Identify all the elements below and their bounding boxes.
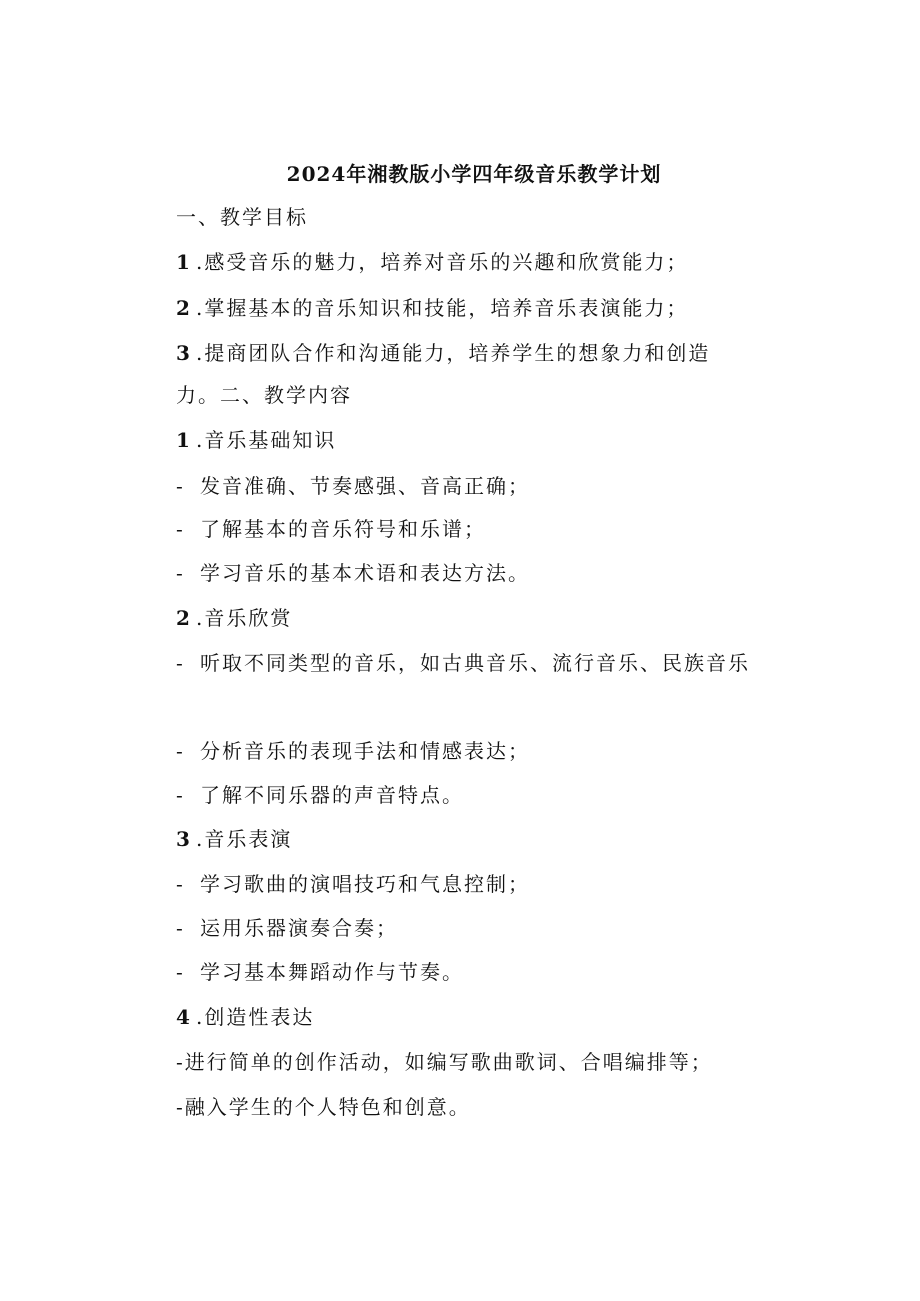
list-item-text: 进行简单的创作活动，如编写歌曲歌词、合唱编排等； [184,1050,713,1074]
content-3-item-3 [176,960,464,984]
bullet-dash: - [176,474,185,498]
content-heading-text: .音乐欣赏 [196,606,293,630]
list-item-text: 学习音乐的基本术语和表达方法。 [200,561,530,585]
content-1-item-2 [176,517,486,541]
content-1-item-3 [176,561,530,585]
content-heading-2 [176,606,292,630]
list-item-text: 分析音乐的表现手法和情感表达； [200,739,530,763]
goal-item-1 [176,250,688,274]
content-2-item-1 [176,651,750,675]
list-item-text: 发音准确、节奏感强、音高正确； [200,474,530,498]
goal-item-2 [176,296,688,320]
list-item-text: 了解基本的音乐符号和乐谱； [200,517,486,541]
content-heading-1 [176,428,336,452]
list-item-text: 运用乐器演奏合奏； [200,916,398,940]
goal-3-continuation: 力。二、教学内容 [176,383,352,407]
content-heading-text: .音乐基础知识 [196,428,337,452]
content-1-item-1 [176,474,530,498]
list-item-text: 了解不同乐器的声音特点。 [200,783,464,807]
content-4-item-2 [176,1095,471,1119]
content-number: 3 [176,827,192,851]
goal-item-3 [176,341,710,365]
content-number: 1 [176,428,192,452]
content-number: 4 [176,1005,192,1029]
document-title: 2024年湘教版小学四年级音乐教学计划 [286,162,662,186]
goal-number: 2 [176,296,192,320]
list-item-text: 学习歌曲的演唱技巧和气息控制； [200,872,530,896]
content-heading-4 [176,1005,314,1029]
goal-number: 1 [176,250,192,274]
content-number: 2 [176,606,192,630]
bullet-dash: - [176,561,185,585]
content-2-item-2 [176,739,530,763]
list-item-text: 融入学生的个人特色和创意。 [184,1095,471,1119]
content-heading-text: .音乐表演 [196,827,293,851]
bullet-dash: - [176,517,185,541]
goal-text: .提商团队合作和沟通能力，培养学生的想象力和创造 [196,341,711,365]
bullet-dash: - [176,651,185,675]
section-heading-goals: 一、教学目标 [176,205,308,229]
goal-number: 3 [176,341,192,365]
content-4-item-1 [176,1050,713,1074]
goal-text: .感受音乐的魅力，培养对音乐的兴趣和欣赏能力； [196,250,689,274]
bullet-dash: - [176,1095,185,1119]
bullet-dash: - [176,872,185,896]
content-3-item-1 [176,872,530,896]
list-item-text: 学习基本舞蹈动作与节奏。 [200,960,464,984]
bullet-dash: - [176,916,185,940]
bullet-dash: - [176,960,185,984]
content-heading-3 [176,827,292,851]
bullet-dash: - [176,783,185,807]
bullet-dash: - [176,1050,185,1074]
content-3-item-2 [176,916,398,940]
bullet-dash: - [176,739,185,763]
goal-text: .掌握基本的音乐知识和技能，培养音乐表演能力； [196,296,689,320]
content-2-item-3 [176,783,464,807]
content-heading-text: .创造性表达 [196,1005,315,1029]
list-item-text: 听取不同类型的音乐，如古典音乐、流行音乐、民族音乐 [200,651,750,675]
